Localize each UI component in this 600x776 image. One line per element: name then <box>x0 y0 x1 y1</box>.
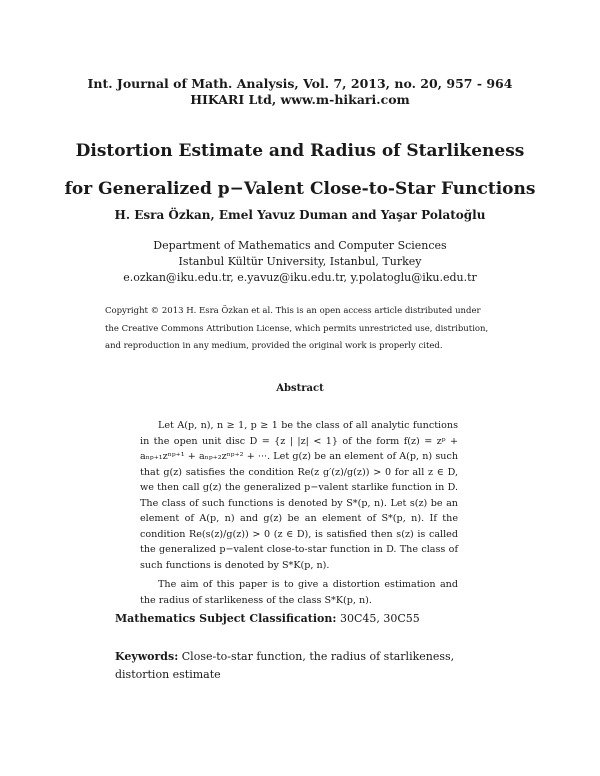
keywords-value: Close-to-star function, the radius of starlikeness, distortion estimate <box>115 650 455 681</box>
affiliation <box>0 238 600 286</box>
journal-header <box>0 76 600 108</box>
department: Department of Mathematics and Computer Sciences <box>153 239 447 252</box>
authors: H. Esra Özkan, Emel Yavuz Duman and Yaşar Polatoğlu <box>114 208 486 222</box>
keywords-label: Keywords: <box>115 650 179 663</box>
abstract-body <box>140 418 458 612</box>
copyright-line-1: Copyright © 2013 H. Esra Özkan et al. This is an open access article distributed under <box>105 306 481 316</box>
keywords <box>115 648 495 684</box>
copyright-line-2: the Creative Commons Attribution License, which permits unrestricted use, distribution, <box>105 323 489 334</box>
journal-citation: Int. Journal of Math. Analysis, Vol. 7, 2013, no. 20, 957 - 964 <box>87 76 513 91</box>
emails: e.ozkan@iku.edu.tr, e.yavuz@iku.edu.tr, y.polatoglu@iku.edu.tr <box>123 271 477 284</box>
journal-publisher: HIKARI Ltd, www.m-hikari.com <box>190 92 410 107</box>
msc-classification <box>115 612 495 625</box>
abstract-paragraph-1: Let A(p, n), n ≥ 1, p ≥ 1 be the class of all analytic functions in the open unit disc D = {z | |z| < 1} of the form f(z) = zᵖ + aₙₚ₊₁zⁿᵖ⁺¹ + aₙₚ₊₂zⁿᵖ⁺² + ···. Let g(z) be an element of A(p, n) such that g(z) satisfies the condition Re(z g′(z)/g(z)) > 0 for all z ∈ D, we then call g(z) the generalized p−valent starlike function in D. The class of such functions is denoted by S*(p, n). Let s(z) be an element of A(p, n) and g(z) be an element of S*(p, n). If the condition Re(s(z)/g(z)) > 0 (z ∈ D), is satisfied then s(z) is called the generalized p−valent close-to-star function in D. The class of such functions is denoted by S*K(p, n). <box>140 420 458 571</box>
title-line-2: for Generalized p−Valent Close-to-Star Functions <box>64 179 536 199</box>
copyright-line-3: and reproduction in any medium, provided the original work is properly cited. <box>105 341 443 351</box>
university: Istanbul Kültür University, Istanbul, Turkey <box>178 255 422 268</box>
msc-value: 30C45, 30C55 <box>339 612 420 625</box>
copyright-notice <box>105 303 505 356</box>
title-line-1: Distortion Estimate and Radius of Starlikeness <box>75 141 525 161</box>
paper-title <box>0 132 600 208</box>
abstract-heading: Abstract <box>276 383 324 394</box>
msc-label: Mathematics Subject Classification: <box>115 612 337 625</box>
abstract-paragraph-2: The aim of this paper is to give a distortion estimation and the radius of starlikeness of the class S*K(p, n). <box>140 579 458 606</box>
